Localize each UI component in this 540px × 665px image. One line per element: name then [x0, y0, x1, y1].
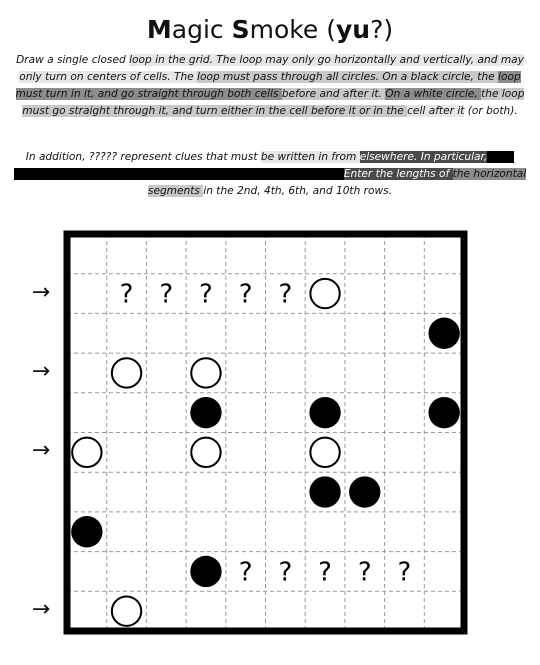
- row-arrow-icon: →: [31, 358, 51, 384]
- black-circle[interactable]: [190, 556, 221, 587]
- white-circle[interactable]: [310, 279, 339, 308]
- text-segment: be written in from: [260, 151, 360, 163]
- text-segment: the horizontal: [452, 168, 527, 180]
- text-segment: elsewhere. In particular,: [359, 151, 488, 163]
- title-part: ?): [370, 15, 394, 44]
- title-part: yu: [335, 15, 371, 44]
- question-clue: ?: [357, 557, 372, 588]
- question-clue: ?: [278, 557, 293, 588]
- question-clue: ?: [318, 557, 332, 588]
- white-circle[interactable]: [112, 358, 141, 387]
- black-circle[interactable]: [71, 516, 102, 547]
- text-segment: cell after it: [407, 105, 465, 117]
- question-clue: ?: [159, 279, 174, 310]
- question-clue: ?: [119, 279, 134, 310]
- text-segment: Draw a single closed: [16, 54, 130, 66]
- text-segment: in the 2nd, 4th, 6th, and 10th rows.: [203, 185, 393, 197]
- white-circle[interactable]: [72, 438, 101, 467]
- black-circle[interactable]: [190, 397, 221, 428]
- question-clue: ?: [199, 279, 213, 310]
- title-part: moke (: [249, 15, 336, 44]
- title-part: agic: [171, 15, 232, 44]
- black-circle[interactable]: [428, 397, 459, 428]
- text-segment: loop in the grid. The loop may only go horizontally and vertically, and: [129, 54, 501, 66]
- text-segment: segments: [147, 185, 204, 197]
- question-clue: ?: [278, 279, 293, 310]
- text-segment: may only turn on centers of cells. The: [19, 54, 524, 83]
- question-clue: ?: [397, 557, 412, 588]
- title-part: M: [146, 15, 172, 44]
- white-circle[interactable]: [191, 438, 220, 467]
- text-segment: loop must turn in it, and go straight through both cells: [15, 71, 521, 100]
- title-part: S: [231, 15, 250, 44]
- white-circle[interactable]: [310, 438, 339, 467]
- row-arrow-icon: →: [31, 279, 51, 305]
- text-segment: loop must pass through all circles. On a black circle, the: [197, 71, 499, 83]
- text-segment: On a white circle,: [385, 88, 482, 100]
- text-segment: Enter the lengths of: [343, 168, 453, 180]
- black-circle[interactable]: [309, 397, 340, 428]
- black-circle[interactable]: [309, 476, 340, 507]
- text-segment: the loop must go straight through it, and turn either in the cell before it or in the: [22, 88, 525, 117]
- black-circle[interactable]: [349, 476, 380, 507]
- row-arrow-icon: →: [31, 597, 51, 623]
- row-arrow-icon: →: [31, 438, 51, 464]
- white-circle[interactable]: [191, 358, 220, 387]
- question-clue: ?: [238, 557, 253, 588]
- text-segment: before and after it.: [281, 88, 386, 100]
- text-segment: (or both).: [464, 105, 518, 117]
- question-clue: ?: [238, 279, 253, 310]
- white-circle[interactable]: [112, 596, 141, 625]
- black-circle[interactable]: [428, 318, 459, 349]
- text-segment: In addition, ????? represent clues that must: [25, 151, 261, 163]
